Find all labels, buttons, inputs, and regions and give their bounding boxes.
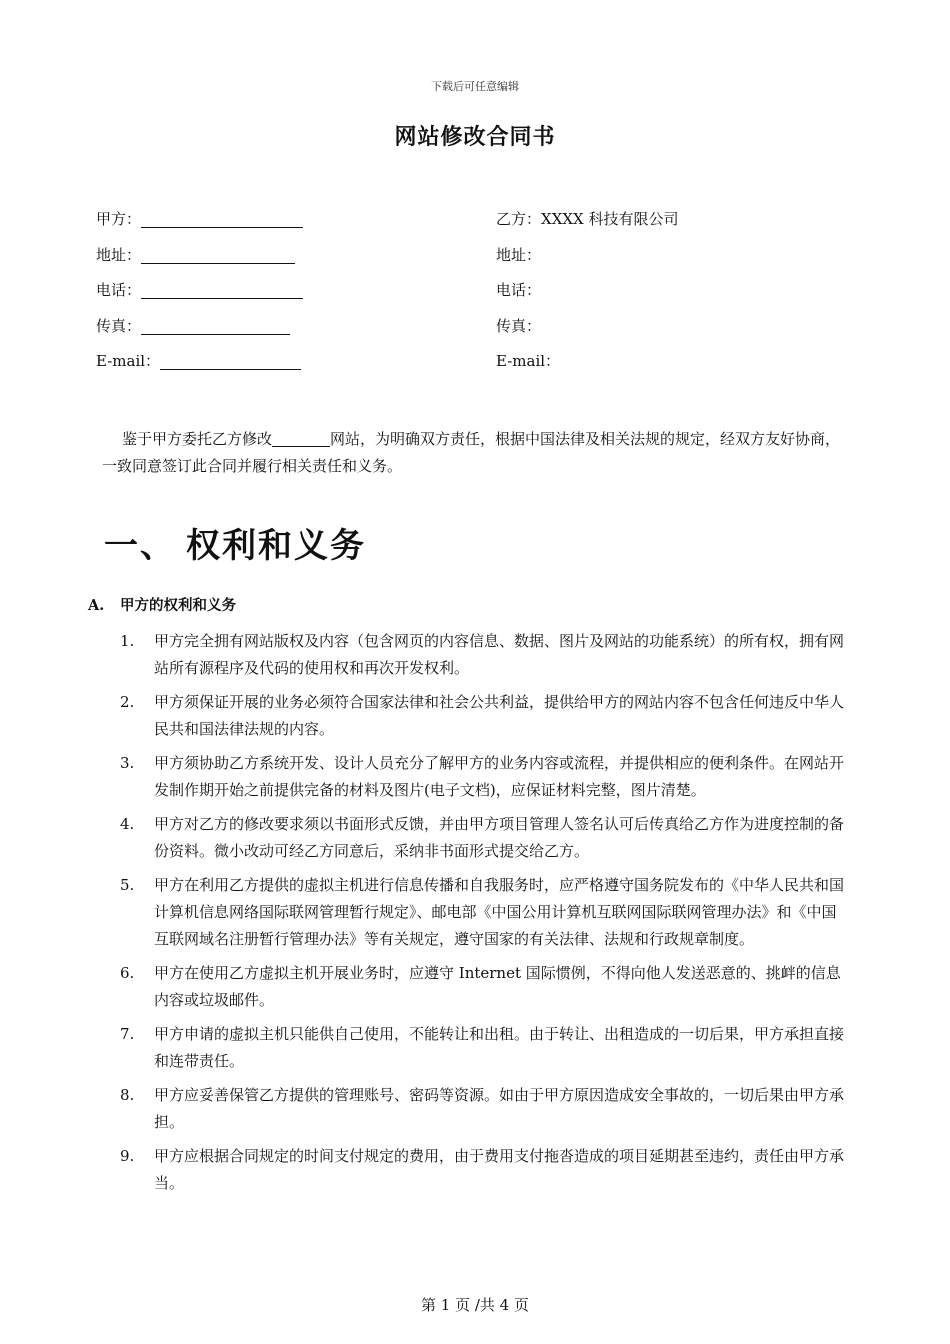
item-text: 甲方应妥善保管乙方提供的管理账号、密码等资源。如由于甲方原因造成安全事故的，一切后果由甲方承担。 (154, 1086, 845, 1131)
item-number: 9. (120, 1147, 135, 1165)
party-a-phone-label: 电话： (96, 281, 142, 299)
party-a-phone-row (96, 278, 476, 314)
item-number: 5. (120, 876, 135, 894)
list-item (120, 1021, 850, 1075)
party-b-address-row (496, 243, 876, 279)
section-title: 权利和义务 (186, 526, 366, 566)
intro-text-before: 鉴于甲方委托乙方修改 (122, 430, 273, 448)
party-a-address-label: 地址： (96, 245, 142, 264)
list-item (120, 1082, 850, 1136)
party-b-name-value: XXXX 科技有限公司 (541, 210, 679, 228)
party-b-address-label: 地址： (496, 245, 542, 264)
list-item (120, 1143, 850, 1197)
website-name-blank[interactable] (272, 430, 330, 447)
item-number: 4. (120, 815, 135, 833)
item-text: 甲方在利用乙方提供的虚拟主机进行信息传播和自我服务时，应严格遵守国务院发布的《中华人民共和国计算机信息网络国际联网管理暂行规定》、邮电部《中国公用计算机互联网国际联网管理办法》和《中国互联网域名注册暂行管理办法》等有关规定，遵守国家的有关法律、法规和行政规章制度。 (154, 876, 845, 948)
party-a-address-row (96, 243, 476, 279)
party-a-email-blank[interactable] (160, 351, 301, 370)
party-b-email-row (496, 349, 876, 385)
section-number: 一、 (104, 526, 176, 566)
party-a-fax-row (96, 314, 476, 350)
party-a-block (96, 207, 476, 385)
subsection-title: 甲方的权利和义务 (120, 598, 236, 614)
document-title: 网站修改合同书 (394, 125, 556, 150)
section-heading (104, 518, 366, 567)
party-b-block (496, 207, 876, 385)
party-a-email-label: E-mail： (96, 352, 161, 370)
list-item (120, 811, 850, 865)
list-item (120, 960, 850, 1014)
item-text: 甲方在使用乙方虚拟主机开展业务时，应遵守 Internet 国际惯例，不得向他人发送恶意的、挑衅的信息内容或垃圾邮件。 (154, 964, 841, 1009)
page-footer: 第 1 页 /共 4 页 (421, 1296, 529, 1314)
party-b-phone-row (496, 278, 876, 314)
item-number: 3. (120, 754, 135, 772)
item-text: 甲方对乙方的修改要求须以书面形式反馈，并由甲方项目管理人签名认可后传真给乙方作为进度控制的备份资料。微小改动可经乙方同意后，采纳非书面形式提交给乙方。 (154, 815, 845, 860)
party-a-name-label: 甲方： (96, 210, 142, 228)
subsection-letter: A. (88, 597, 105, 614)
party-b-email-label: E-mail： (496, 352, 561, 370)
item-text: 甲方应根据合同规定的时间支付规定的费用，由于费用支付拖沓造成的项目延期甚至违约，责任由甲方承当。 (154, 1147, 845, 1192)
header-note: 下载后可任意编辑 (431, 80, 519, 93)
party-b-fax-label: 传真： (496, 316, 542, 335)
intro-text-after: 网站，为明确双方责任，根据中国法律及相关法规的规定，经双方友好协商，一致同意签订此合同并履行相关责任和义务。 (102, 430, 841, 475)
item-text: 甲方完全拥有网站版权及内容（包含网页的内容信息、数据、图片及网站的功能系统）的所有权，拥有网站所有源程序及代码的使用权和再次开发权利。 (154, 632, 845, 677)
item-number: 6. (120, 964, 135, 982)
list-item (120, 750, 850, 804)
item-number: 2. (120, 693, 135, 711)
list-item (120, 689, 850, 743)
party-a-email-row (96, 349, 476, 385)
item-text: 甲方须协助乙方系统开发、设计人员充分了解甲方的业务内容或流程，并提供相应的便利条件。在网站开发制作期开始之前提供完备的材料及图片(电子文档)，应保证材料完整，图片清楚。 (154, 754, 845, 799)
subsection-heading (88, 594, 236, 615)
party-b-phone-label: 电话： (496, 281, 542, 299)
party-b-name-label: 乙方： (496, 210, 542, 228)
item-text: 甲方须保证开展的业务必须符合国家法律和社会公共利益，提供给甲方的网站内容不包含任何违反中华人民共和国法律法规的内容。 (154, 693, 845, 738)
party-a-address-blank[interactable] (141, 245, 295, 264)
party-b-name-row (496, 207, 876, 243)
party-a-phone-blank[interactable] (141, 280, 303, 299)
item-number: 1. (120, 632, 135, 650)
party-a-name-row (96, 207, 476, 243)
item-text: 甲方申请的虚拟主机只能供自己使用，不能转让和出租。由于转让、出租造成的一切后果，甲方承担直接和连带责任。 (154, 1025, 845, 1070)
party-a-name-blank[interactable] (141, 209, 303, 228)
item-number: 8. (120, 1086, 135, 1104)
item-number: 7. (120, 1025, 135, 1043)
list-item (120, 628, 850, 682)
obligations-list (120, 628, 850, 1204)
party-a-fax-label: 传真： (96, 316, 142, 335)
party-a-fax-blank[interactable] (141, 316, 290, 335)
list-item (120, 872, 850, 953)
intro-paragraph (102, 426, 842, 480)
party-b-fax-row (496, 314, 876, 350)
